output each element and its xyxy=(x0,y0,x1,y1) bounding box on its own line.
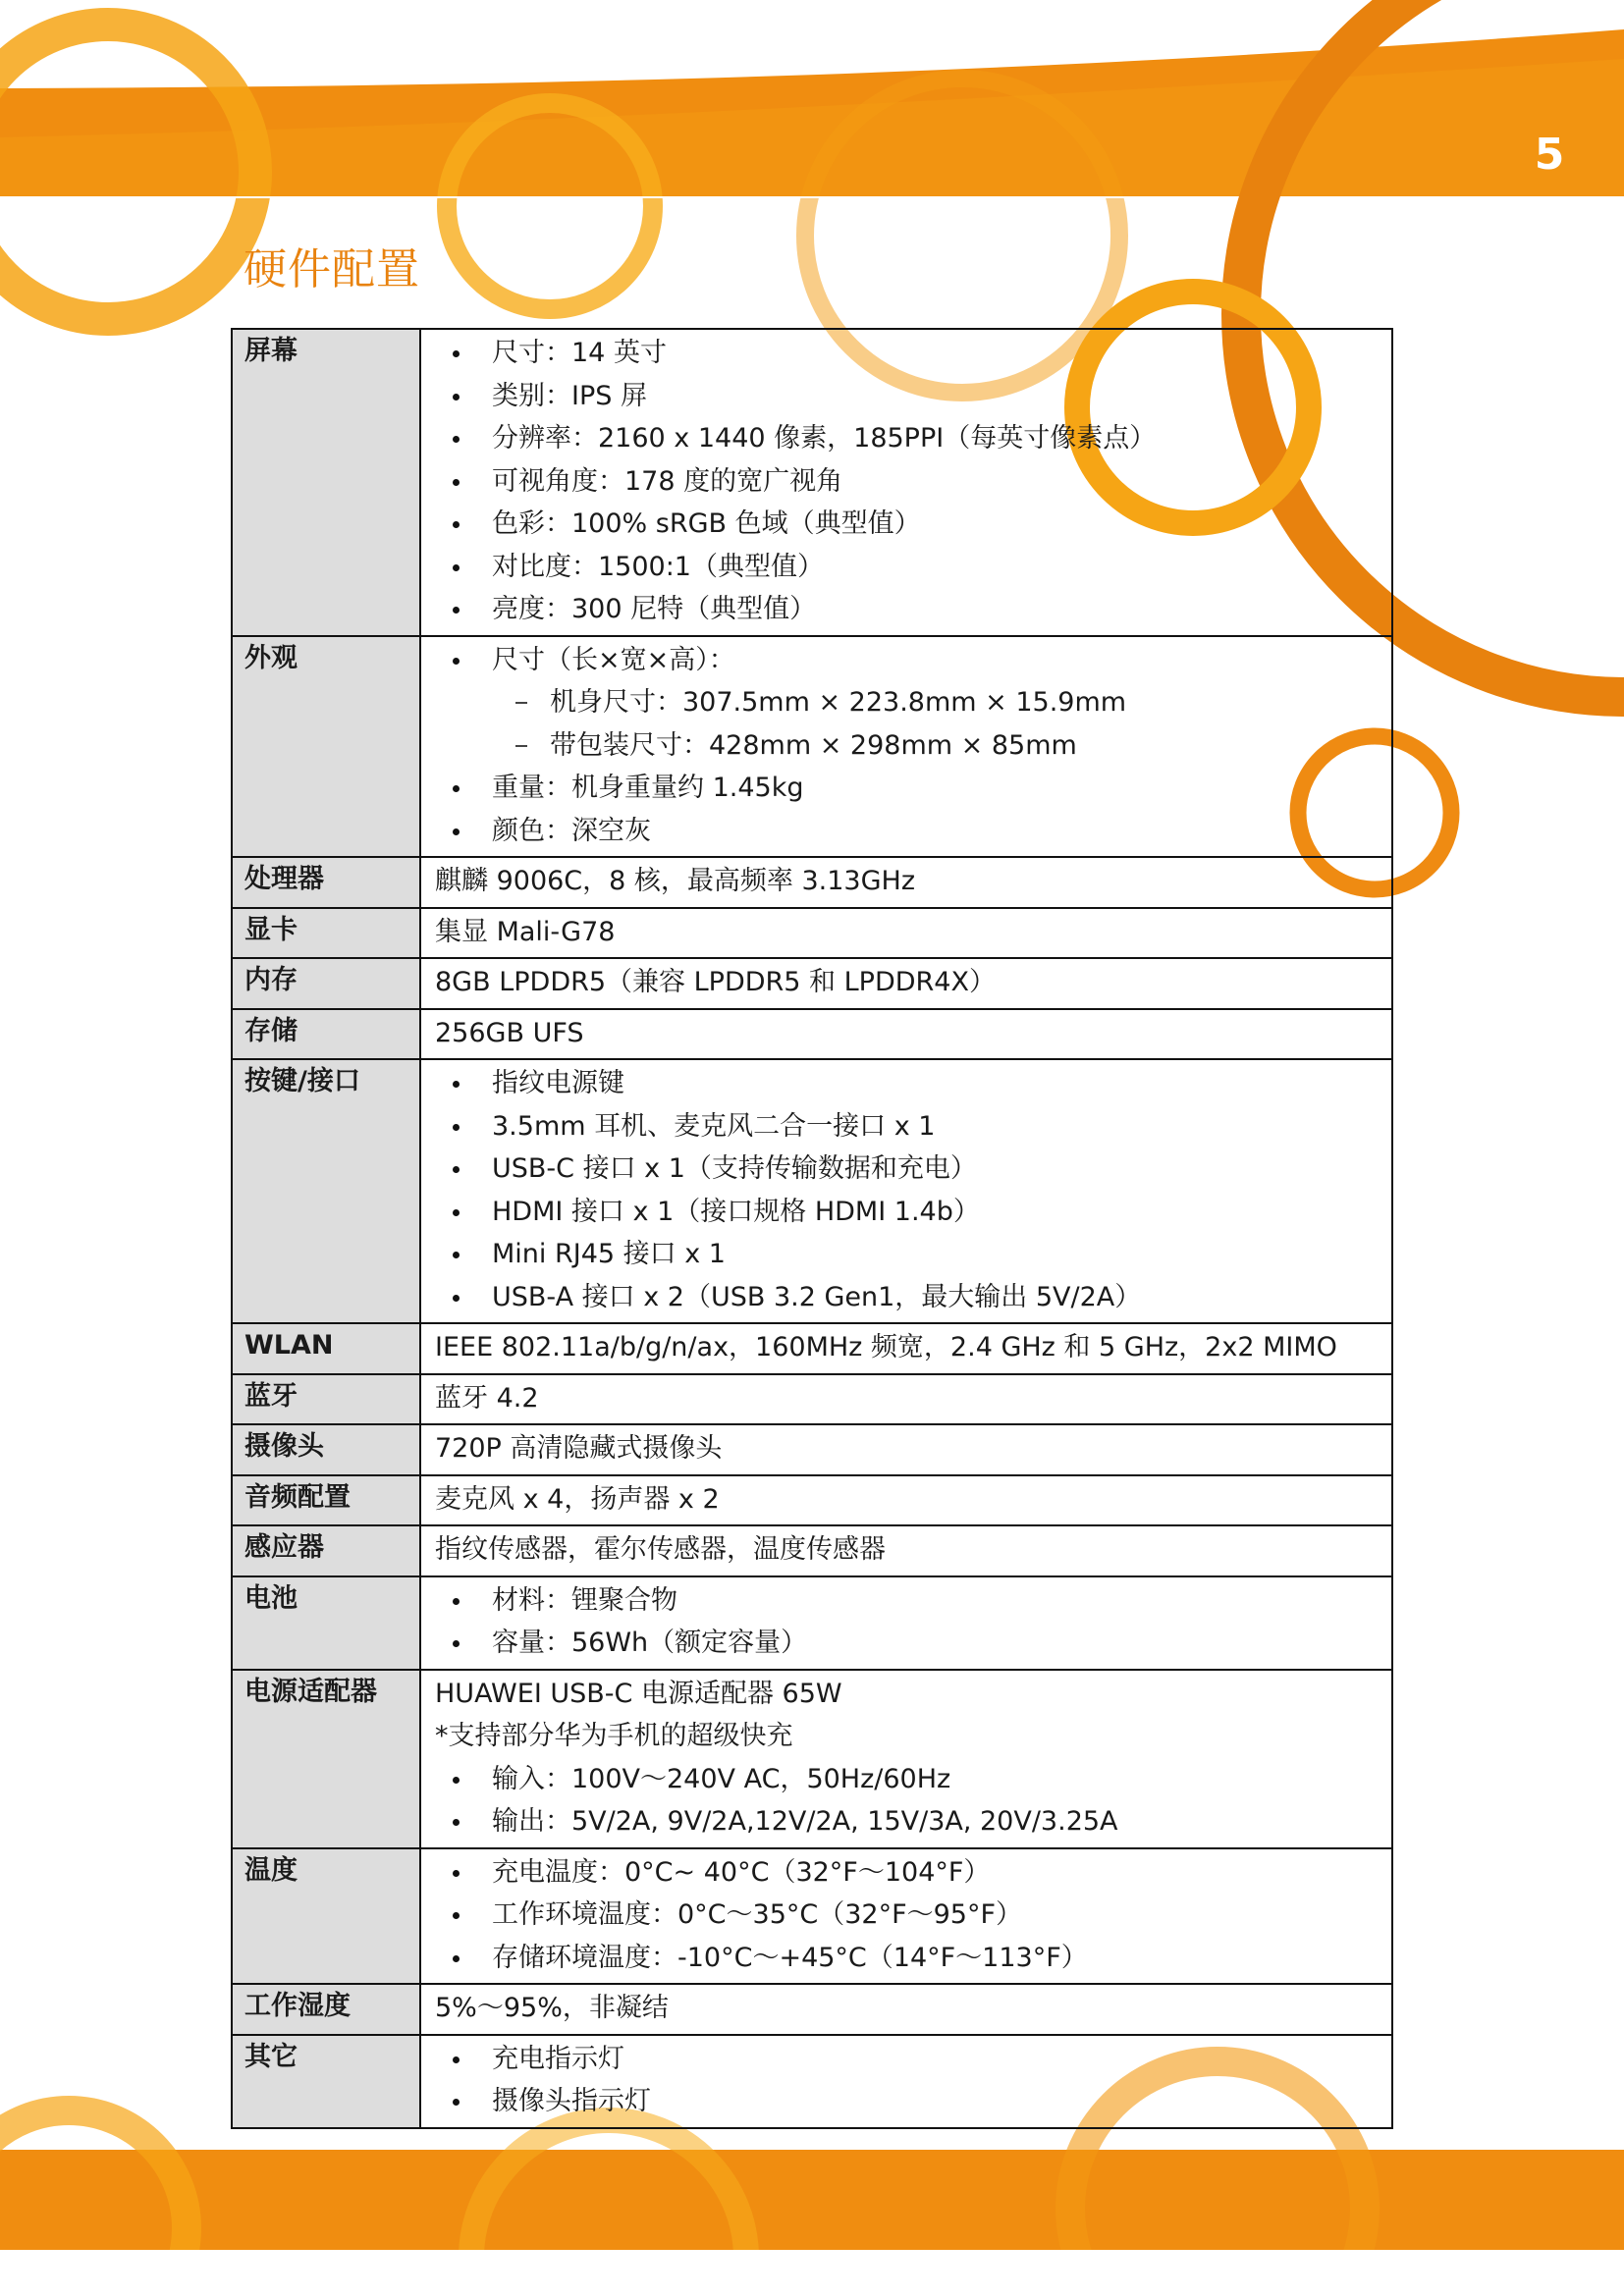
spec-bullets xyxy=(435,1758,1381,1843)
spec-sub-bullet: 机身尺寸：307.5mm × 223.8mm × 15.9mm xyxy=(435,681,1381,724)
spec-bullet: 充电指示灯 xyxy=(435,2038,1381,2081)
spec-bullets xyxy=(435,639,1381,682)
spec-bullet: 存储环境温度：-10°C～+45°C（14°F～113°F） xyxy=(435,1937,1381,1980)
spec-row-adapter xyxy=(232,1670,1392,1848)
spec-value: 720P 高清隐藏式摄像头 xyxy=(420,1424,1392,1475)
spec-label: 显卡 xyxy=(232,908,420,959)
spec-label: WLAN xyxy=(232,1323,420,1374)
spec-row-camera xyxy=(232,1424,1392,1475)
spec-bullet: 材料：锂聚合物 xyxy=(435,1579,1381,1623)
spec-row-other xyxy=(232,2035,1392,2128)
spec-line: *支持部分华为手机的超级快充 xyxy=(435,1721,793,1751)
spec-value: 集显 Mali-G78 xyxy=(420,908,1392,959)
spec-label: 电池 xyxy=(232,1576,420,1670)
spec-row-temperature xyxy=(232,1848,1392,1985)
spec-row-humidity xyxy=(232,1984,1392,2035)
spec-bullet: 分辨率：2160 x 1440 像素，185PPI（每英寸像素点） xyxy=(435,417,1381,460)
section-title: 硬件配置 xyxy=(244,244,420,294)
spec-bullet: 尺寸（长×宽×高）： xyxy=(435,639,1381,682)
spec-row-audio xyxy=(232,1475,1392,1526)
spec-bullets xyxy=(435,1851,1381,1980)
spec-row-memory xyxy=(232,958,1392,1009)
spec-bullets xyxy=(435,767,1381,852)
spec-row-battery xyxy=(232,1576,1392,1670)
spec-bullets xyxy=(435,1062,1381,1318)
spec-value: 麦克风 x 4，扬声器 x 2 xyxy=(420,1475,1392,1526)
spec-bullet: 颜色：深空灰 xyxy=(435,810,1381,853)
spec-bullet: 色彩：100% sRGB 色域（典型值） xyxy=(435,503,1381,546)
spec-label: 按键/接口 xyxy=(232,1059,420,1323)
page-number: 5 xyxy=(1534,130,1565,180)
spec-bullet: 可视角度：178 度的宽广视角 xyxy=(435,460,1381,504)
spec-bullets xyxy=(435,2038,1381,2123)
spec-label: 音频配置 xyxy=(232,1475,420,1526)
spec-sub-bullet: 带包装尺寸：428mm × 298mm × 85mm xyxy=(435,724,1381,768)
spec-bullet: 重量：机身重量约 1.45kg xyxy=(435,767,1381,810)
spec-row-appearance xyxy=(232,636,1392,858)
spec-bullet: 尺寸：14 英寸 xyxy=(435,332,1381,375)
spec-value: 蓝牙 4.2 xyxy=(420,1374,1392,1425)
spec-row-storage xyxy=(232,1009,1392,1060)
spec-bullets xyxy=(435,332,1381,631)
spec-bullet: USB-A 接口 x 2（USB 3.2 Gen1，最大输出 5V/2A） xyxy=(435,1276,1381,1319)
spec-bullet: 对比度：1500:1（典型值） xyxy=(435,546,1381,589)
spec-bullet: 摄像头指示灯 xyxy=(435,2080,1381,2123)
spec-bullet: 充电温度：0°C~ 40°C（32°F～104°F） xyxy=(435,1851,1381,1895)
spec-bullet: USB-C 接口 x 1（支持传输数据和充电） xyxy=(435,1148,1381,1191)
spec-bullet: 输出：5V/2A, 9V/2A,12V/2A, 15V/3A, 20V/3.25A xyxy=(435,1800,1381,1843)
spec-label: 蓝牙 xyxy=(232,1374,420,1425)
spec-table xyxy=(231,328,1393,2129)
spec-label: 处理器 xyxy=(232,857,420,908)
spec-bullet: 指纹电源键 xyxy=(435,1062,1381,1105)
spec-value: 5%～95%，非凝结 xyxy=(420,1984,1392,2035)
spec-value: 麒麟 9006C，8 核，最高频率 3.13GHz xyxy=(420,857,1392,908)
spec-row-wlan xyxy=(232,1323,1392,1374)
spec-bullets xyxy=(435,1579,1381,1665)
spec-value: 8GB LPDDR5（兼容 LPDDR5 和 LPDDR4X） xyxy=(420,958,1392,1009)
spec-label: 摄像头 xyxy=(232,1424,420,1475)
spec-bullet: 输入：100V～240V AC，50Hz/60Hz xyxy=(435,1758,1381,1801)
spec-row-processor xyxy=(232,857,1392,908)
spec-bullet: 工作环境温度：0°C～35°C（32°F～95°F） xyxy=(435,1894,1381,1937)
spec-label: 内存 xyxy=(232,958,420,1009)
spec-label: 其它 xyxy=(232,2035,420,2128)
spec-row-gpu xyxy=(232,908,1392,959)
spec-bullet: 类别：IPS 屏 xyxy=(435,375,1381,418)
spec-bullet: 容量：56Wh（额定容量） xyxy=(435,1622,1381,1665)
spec-bullet: 亮度：300 尼特（典型值） xyxy=(435,588,1381,631)
spec-bullet: 3.5mm 耳机、麦克风二合一接口 x 1 xyxy=(435,1105,1381,1148)
spec-label: 屏幕 xyxy=(232,329,420,636)
spec-value: 256GB UFS xyxy=(420,1009,1392,1060)
spec-sub-bullets xyxy=(435,681,1381,767)
spec-row-screen xyxy=(232,329,1392,636)
spec-bullet: Mini RJ45 接口 x 1 xyxy=(435,1233,1381,1276)
spec-row-bluetooth xyxy=(232,1374,1392,1425)
spec-label: 感应器 xyxy=(232,1525,420,1576)
spec-row-sensors xyxy=(232,1525,1392,1576)
spec-label: 工作湿度 xyxy=(232,1984,420,2035)
spec-label: 电源适配器 xyxy=(232,1670,420,1848)
spec-line: HUAWEI USB-C 电源适配器 65W xyxy=(435,1678,842,1709)
spec-value: 指纹传感器，霍尔传感器，温度传感器 xyxy=(420,1525,1392,1576)
spec-bullet: HDMI 接口 x 1（接口规格 HDMI 1.4b） xyxy=(435,1191,1381,1234)
spec-label: 存储 xyxy=(232,1009,420,1060)
spec-value: IEEE 802.11a/b/g/n/ax，160MHz 频宽，2.4 GHz 和 5 GHz，2x2 MIMO xyxy=(420,1323,1392,1374)
spec-label: 外观 xyxy=(232,636,420,858)
spec-label: 温度 xyxy=(232,1848,420,1985)
bottom-banner xyxy=(0,2150,1624,2250)
spec-row-ports xyxy=(232,1059,1392,1323)
